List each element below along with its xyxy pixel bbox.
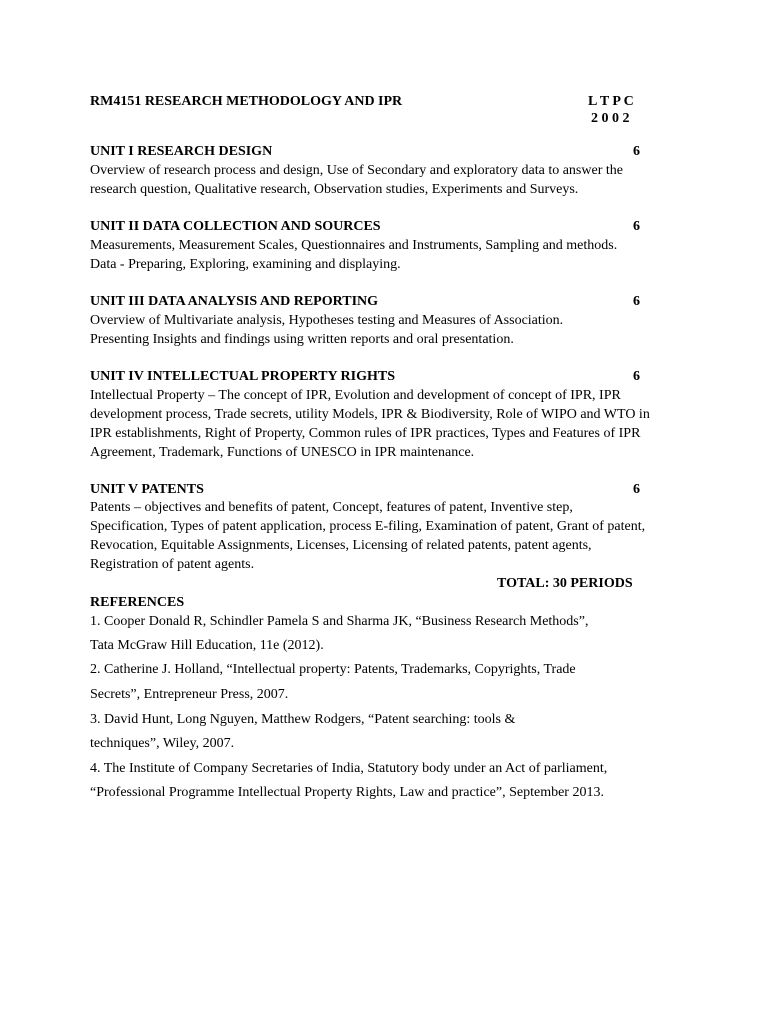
total-periods: TOTAL: 30 PERIODS [497, 576, 633, 591]
unit-3-line: Presenting Insights and findings using written reports and oral presentation. [90, 332, 514, 347]
unit-2-title: UNIT II DATA COLLECTION AND SOURCES [90, 219, 381, 234]
unit-4-line: Agreement, Trademark, Functions of UNESCO in IPR maintenance. [90, 445, 475, 460]
unit-1-body [90, 161, 650, 199]
unit-2-heading [90, 217, 640, 236]
unit-2-line: Measurements, Measurement Scales, Questionnaires and Instruments, Sampling and methods. [90, 238, 618, 253]
reference-line: 4. The Institute of Company Secretaries of India, Statutory body under an Act of parliament, [90, 761, 608, 776]
unit-5-hours: 6 [633, 482, 640, 497]
unit-1-line: Overview of research process and design, Use of Secondary and exploratory data to answer the [90, 163, 623, 178]
unit-4-title: UNIT IV INTELLECTUAL PROPERTY RIGHTS [90, 369, 395, 384]
unit-5-title: UNIT V PATENTS [90, 482, 204, 497]
unit-3-body [90, 311, 650, 349]
unit-5-line: Registration of patent agents. [90, 557, 255, 572]
unit-2-hours: 6 [633, 219, 640, 234]
reference-line: 1. Cooper Donald R, Schindler Pamela S and Sharma JK, “Business Research Methods”, [90, 614, 589, 629]
unit-1-hours: 6 [633, 144, 640, 159]
ltpc-label: L T P C [588, 94, 634, 109]
unit-3-title: UNIT III DATA ANALYSIS AND REPORTING [90, 294, 379, 309]
unit-4-body [90, 386, 650, 462]
reference-line: Tata McGraw Hill Education, 11e (2012). [90, 638, 324, 653]
references-heading: REFERENCES [90, 595, 185, 610]
unit-3-line: Overview of Multivariate analysis, Hypotheses testing and Measures of Association. [90, 313, 564, 328]
unit-4-hours: 6 [633, 369, 640, 384]
reference-line: Secrets”, Entrepreneur Press, 2007. [90, 687, 289, 702]
unit-3-heading [90, 292, 640, 311]
reference-line: techniques”, Wiley, 2007. [90, 736, 235, 751]
reference-line: 2. Catherine J. Holland, “Intellectual property: Patents, Trademarks, Copyrights, Trade [90, 662, 576, 677]
unit-4-line: development process, Trade secrets, utility Models, IPR & Biodiversity, Role of WIPO and WTO in [90, 407, 650, 422]
unit-2-line: Data - Preparing, Exploring, examining and displaying. [90, 257, 401, 272]
unit-1-heading [90, 142, 640, 161]
unit-4-line: IPR establishments, Right of Property, Common rules of IPR practices, Types and Features of IPR [90, 426, 641, 441]
reference-line: “Professional Programme Intellectual Property Rights, Law and practice”, September 2013. [90, 785, 604, 800]
unit-5-line: Specification, Types of patent application, process E-filing, Examination of patent, Grant of patent, [90, 519, 646, 534]
unit-1-line: research question, Qualitative research, Observation studies, Experiments and Surveys. [90, 182, 579, 197]
unit-3-hours: 6 [633, 294, 640, 309]
ltpc-values: 2 0 0 2 [591, 111, 630, 126]
unit-5-heading [90, 480, 640, 499]
unit-4-heading [90, 367, 640, 386]
unit-2-body [90, 236, 650, 274]
unit-4-line: Intellectual Property – The concept of IPR, Evolution and development of concept of IPR, IPR [90, 388, 621, 403]
unit-1-title: UNIT I RESEARCH DESIGN [90, 144, 273, 159]
reference-line: 3. David Hunt, Long Nguyen, Matthew Rodgers, “Patent searching: tools & [90, 712, 516, 727]
unit-5-line: Revocation, Equitable Assignments, Licenses, Licensing of related patents, patent agents, [90, 538, 592, 553]
course-title: RM4151 RESEARCH METHODOLOGY AND IPR [90, 94, 403, 109]
unit-5-body [90, 498, 650, 574]
unit-5-line: Patents – objectives and benefits of patent, Concept, features of patent, Inventive step, [90, 500, 573, 515]
